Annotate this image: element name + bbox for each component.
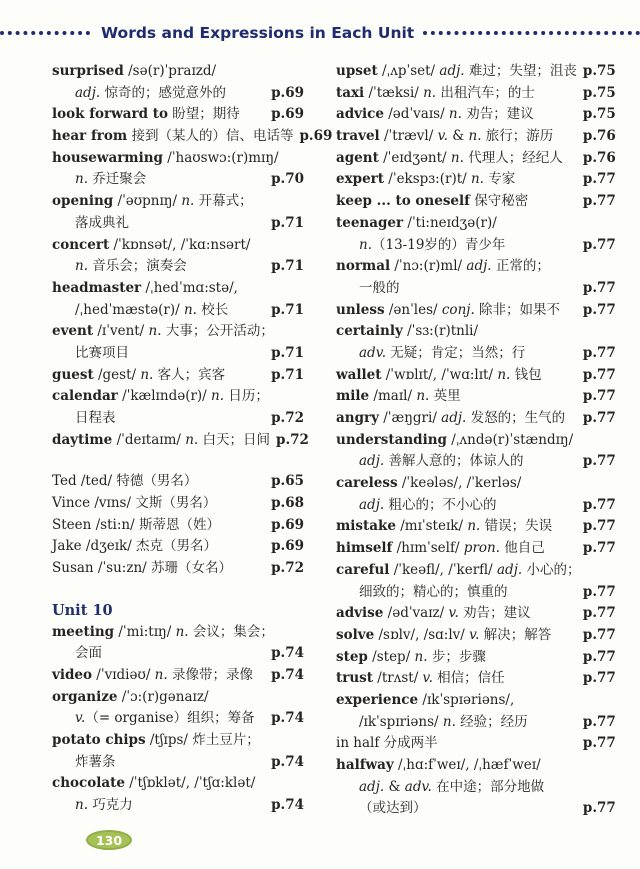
vocab-text: teenager /ˈti:neɪdʒə(r)/ xyxy=(336,214,497,231)
vocab-line xyxy=(52,386,304,408)
vocab-text: 一般的 xyxy=(359,279,400,296)
vocab-line xyxy=(336,668,616,690)
page-ref: p.77 xyxy=(582,388,616,405)
vocab-text: Jake /dʒeɪk/ 杰克（男名） xyxy=(52,538,218,555)
page-ref: p.71 xyxy=(271,258,304,275)
vocab-text: himself /hɪmˈself/ pron. 他自己 xyxy=(336,540,545,557)
vocab-text: video /ˈvɪdiəʊ/ n. 录像带；录像 xyxy=(52,666,253,683)
vocab-line xyxy=(52,365,304,387)
page-ref: p.69 xyxy=(271,516,304,533)
dotted-rule-left xyxy=(0,31,90,35)
page-ref: p.77 xyxy=(582,648,616,665)
vocab-line xyxy=(336,343,616,365)
vocab-line xyxy=(52,408,304,430)
left-column xyxy=(52,61,333,820)
vocab-line xyxy=(52,687,304,709)
page-ref: p.69 xyxy=(271,538,304,555)
vocab-text: adj. & adv. 在中途；部分地做 xyxy=(359,778,545,795)
vocab-text: look forward to 盼望；期待 xyxy=(52,106,240,123)
vocab-line xyxy=(336,495,616,517)
page-ref: p.77 xyxy=(582,496,616,513)
vocab-text: advise /ədˈvaɪz/ v. 劝告；建议 xyxy=(336,605,531,622)
vocab-line xyxy=(336,300,616,322)
vocab-text: keep ... to oneself 保守秘密 xyxy=(336,193,529,210)
page-ref: p.75 xyxy=(582,84,616,101)
page-ref: p.77 xyxy=(582,301,616,318)
page-ref: p.76 xyxy=(582,149,616,166)
vocab-line xyxy=(336,690,616,712)
vocab-text: mistake /mɪˈsteɪk/ n. 错误；失误 xyxy=(336,518,553,535)
page-ref: p.77 xyxy=(582,279,616,296)
page-ref: p.77 xyxy=(582,518,616,535)
vocab-text: solve /sɒlv/, /sɑ:lv/ v. 解决；解答 xyxy=(336,626,552,643)
page-ref: p.71 xyxy=(271,214,304,231)
vocab-line xyxy=(52,795,304,817)
page-ref: p.71 xyxy=(271,366,304,383)
vocab-text: 会面 xyxy=(75,645,102,662)
page-ref: p.69 xyxy=(271,84,304,101)
vocab-line xyxy=(336,603,616,625)
vocab-line xyxy=(52,104,304,126)
vocab-text: trust /trʌst/ v. 相信；信任 xyxy=(336,670,505,687)
vocab-line xyxy=(52,278,304,300)
vocab-text: expert /ˈekspɜ:(r)t/ n. 专家 xyxy=(336,171,516,188)
vocab-line xyxy=(336,61,616,83)
page-number-badge xyxy=(86,830,132,850)
vocab-text: travel /ˈtrævl/ v. & n. 旅行；游历 xyxy=(336,128,554,145)
vocab-text: understanding /ˌʌndə(r)ˈstændɪŋ/ xyxy=(336,431,574,448)
page-ref: p.69 xyxy=(271,106,304,123)
vocab-text: n.（13-19岁的）青少年 xyxy=(359,236,506,253)
vocab-text: adj. 善解人意的；体谅人的 xyxy=(359,453,524,470)
vocab-text: wallet /ˈwɒlɪt/, /ˈwɑ:lɪt/ n. 钱包 xyxy=(336,366,542,383)
vocab-line xyxy=(336,256,616,278)
vocab-line xyxy=(336,365,616,387)
page-ref: p.77 xyxy=(582,344,616,361)
vocab-line xyxy=(336,430,616,452)
vocab-text: careful /ˈkeəfl/, /ˈkerfl/ adj. 小心的； xyxy=(336,561,581,578)
vocab-text: meeting /ˈmi:tɪŋ/ n. 会议；集会； xyxy=(52,623,274,640)
vocab-line xyxy=(52,752,304,774)
dotted-rule-right xyxy=(423,31,640,35)
vocab-line xyxy=(336,321,616,343)
page-ref: p.77 xyxy=(582,605,616,622)
vocab-text: n. 乔迁聚会 xyxy=(75,171,147,188)
vocab-text: adj. 粗心的；不小心的 xyxy=(359,496,497,513)
vocab-text: step /step/ n. 步；步骤 xyxy=(336,648,486,665)
vocab-text: adv. 无疑；肯定；当然；行 xyxy=(359,344,526,361)
vocab-line xyxy=(52,300,304,322)
page-ref: p.74 xyxy=(271,710,304,727)
vocab-line xyxy=(52,730,304,752)
page-ref: p.77 xyxy=(582,410,616,426)
page-ref: p.77 xyxy=(582,453,616,470)
page-ref: p.74 xyxy=(271,666,304,683)
vocab-text: n. 巧克力 xyxy=(75,797,133,813)
vocab-line xyxy=(52,643,304,665)
vocab-line xyxy=(336,213,616,235)
page-ref: p.77 xyxy=(582,800,616,817)
vocab-line xyxy=(336,191,616,213)
vocab-line xyxy=(336,733,616,755)
vocab-line xyxy=(336,473,616,495)
page-ref: p.72 xyxy=(276,431,309,448)
vocab-text: surprised /sə(r)ˈpraɪzd/ xyxy=(52,63,217,79)
vocab-text: v.（= organise）组织；筹备 xyxy=(75,710,255,727)
vocab-line xyxy=(52,558,304,580)
vocab-line xyxy=(336,386,616,408)
page-ref: p.74 xyxy=(271,753,304,770)
vocab-text: 比赛项目 xyxy=(75,344,129,361)
vocab-text: potato chips /tʃɪps/ 炸土豆片； xyxy=(52,731,260,748)
page-ref: p.65 xyxy=(271,473,304,490)
vocab-line xyxy=(52,256,304,278)
page-title: Words and Expressions in Each Unit xyxy=(101,23,415,42)
vocab-text: mile /maɪl/ n. 英里 xyxy=(336,388,461,405)
vocab-line xyxy=(52,191,304,213)
vocab-text: chocolate /ˈtʃɒklət/, /ˈtʃɑ:klət/ xyxy=(52,775,256,792)
vocab-line xyxy=(336,755,616,777)
vocab-line xyxy=(52,708,304,730)
page-ref: p.74 xyxy=(271,797,304,813)
unit-heading xyxy=(52,600,304,622)
page-ref: p.77 xyxy=(582,236,616,253)
vocab-line xyxy=(52,126,333,148)
vocab-line xyxy=(336,126,616,148)
vocab-text: taxi /ˈtæksi/ n. 出租汽车；的士 xyxy=(336,84,535,101)
vocab-text: Susan /ˈsu:zn/ 苏珊（女名） xyxy=(52,560,232,577)
vocab-line xyxy=(52,83,304,105)
vocab-line xyxy=(52,773,304,795)
spacer xyxy=(52,451,304,471)
vocab-line xyxy=(52,665,304,687)
spacer xyxy=(52,580,304,600)
vocab-line xyxy=(52,235,304,257)
vocab-line xyxy=(52,321,304,343)
vocab-text: Unit 10 xyxy=(52,601,113,619)
vocab-text: organize /ˈɔ:(r)gənaɪz/ xyxy=(52,688,209,705)
vocab-text: normal /ˈnɔ:(r)ml/ adj. 正常的； xyxy=(336,258,550,275)
vocab-line xyxy=(336,712,616,734)
vocab-text: 炸薯条 xyxy=(75,753,116,770)
vocab-text: careless /ˈkeələs/, /ˈkerləs/ xyxy=(336,475,522,492)
right-column xyxy=(336,61,616,820)
vocab-text: guest /gest/ n. 客人；宾客 xyxy=(52,366,226,383)
vocab-text: in half 分成两半 xyxy=(336,735,438,752)
page-ref: p.70 xyxy=(271,171,304,188)
vocab-text: Steen /sti:n/ 斯蒂恩（姓） xyxy=(52,516,220,533)
vocab-line xyxy=(52,536,304,558)
vocab-line xyxy=(336,148,616,170)
vocab-line xyxy=(52,622,304,644)
vocab-text: （或达到） xyxy=(359,800,427,817)
page-header xyxy=(0,0,640,42)
vocab-text: advice /ədˈvaɪs/ n. 劝告；建议 xyxy=(336,106,534,123)
vocab-text: hear from 接到（某人的）信、电话等 xyxy=(52,128,294,145)
vocab-text: event /ɪˈvent/ n. 大事；公开活动； xyxy=(52,323,274,340)
vocab-text: certainly /ˈsɜ:(r)tnli/ xyxy=(336,323,479,340)
vocab-line xyxy=(336,560,616,582)
vocab-line xyxy=(336,451,616,473)
page-ref: p.69 xyxy=(299,128,333,145)
page-ref: p.77 xyxy=(582,583,616,600)
vocab-text: /ɪkˈspɪriəns/ n. 经验；经历 xyxy=(359,713,528,730)
vocab-text: housewarming /ˈhaʊswɔ:(r)mɪŋ/ xyxy=(52,149,279,166)
page-ref: p.77 xyxy=(582,540,616,557)
vocab-text: opening /ˈəʊpnɪŋ/ n. 开幕式； xyxy=(52,193,253,210)
vocab-line xyxy=(52,493,304,515)
page-ref: p.77 xyxy=(582,626,616,643)
vocab-text: 落成典礼 xyxy=(75,214,129,231)
vocab-line xyxy=(336,516,616,538)
page-ref: p.77 xyxy=(582,735,616,752)
page-ref: p.77 xyxy=(582,366,616,383)
page-ref: p.71 xyxy=(271,344,304,361)
page-ref: p.75 xyxy=(582,63,616,79)
vocab-line xyxy=(52,430,309,452)
vocab-line xyxy=(336,408,616,430)
vocab-line xyxy=(52,515,304,537)
vocab-line xyxy=(336,582,616,604)
page-ref: p.76 xyxy=(582,128,616,145)
page-ref: p.77 xyxy=(582,670,616,687)
page-ref: p.68 xyxy=(271,495,304,512)
vocab-line xyxy=(52,148,304,170)
vocab-line xyxy=(336,83,616,105)
vocab-text: adj. 惊奇的；感觉意外的 xyxy=(75,84,226,101)
vocab-line xyxy=(52,471,304,493)
vocab-line xyxy=(336,777,616,799)
page-ref: p.71 xyxy=(271,301,304,318)
vocab-text: unless /ənˈles/ conj. 除非；如果不 xyxy=(336,301,561,318)
vocab-text: halfway /ˌhɑ:fˈweɪ/, /ˌhæfˈweɪ/ xyxy=(336,757,541,773)
vocab-line xyxy=(336,104,616,126)
vocab-line xyxy=(336,647,616,669)
vocab-text: headmaster /ˌhedˈmɑ:stə/, xyxy=(52,279,238,296)
vocab-line xyxy=(336,625,616,647)
page-ref: p.77 xyxy=(582,713,616,730)
vocab-text: /ˌhedˈmæstə(r)/ n. 校长 xyxy=(75,301,229,318)
page-ref: p.72 xyxy=(271,560,304,577)
vocab-line xyxy=(336,169,616,191)
vocab-text: calendar /ˈkælɪndə(r)/ n. 日历； xyxy=(52,388,269,405)
vocab-text: experience /ɪkˈspɪəriəns/, xyxy=(336,691,515,708)
vocab-text: angry /ˈæŋgri/ adj. 发怒的；生气的 xyxy=(336,410,566,426)
vocab-line xyxy=(52,61,304,83)
vocab-text: agent /ˈeɪdʒənt/ n. 代理人；经纪人 xyxy=(336,149,563,166)
vocab-line xyxy=(336,278,616,300)
page-ref: p.77 xyxy=(582,193,616,210)
vocab-text: n. 音乐会；演奏会 xyxy=(75,258,187,275)
page-ref: p.75 xyxy=(582,106,616,123)
vocab-line xyxy=(52,343,304,365)
page-ref: p.77 xyxy=(582,171,616,188)
vocab-text: 日程表 xyxy=(75,410,116,426)
page-number: 130 xyxy=(95,832,123,848)
page-ref: p.72 xyxy=(271,410,304,426)
vocab-columns xyxy=(0,42,640,820)
vocab-text: daytime /ˈdeɪtaɪm/ n. 白天；日间 xyxy=(52,431,271,448)
page-ref: p.74 xyxy=(271,645,304,662)
vocab-line xyxy=(336,235,616,257)
vocab-text: upset /ˌʌpˈset/ adj. 难过；失望；沮丧 xyxy=(336,63,577,79)
vocab-line xyxy=(336,538,616,560)
vocab-text: Ted /ted/ 特德（男名） xyxy=(52,473,198,490)
vocab-text: 细致的；精心的；慎重的 xyxy=(359,583,508,600)
vocab-line xyxy=(336,798,616,820)
vocab-text: Vince /vɪns/ 文斯（男名） xyxy=(52,495,217,512)
vocab-line xyxy=(52,213,304,235)
vocab-text: concert /ˈkɒnsət/, /ˈkɑ:nsərt/ xyxy=(52,236,251,253)
vocab-line xyxy=(52,169,304,191)
